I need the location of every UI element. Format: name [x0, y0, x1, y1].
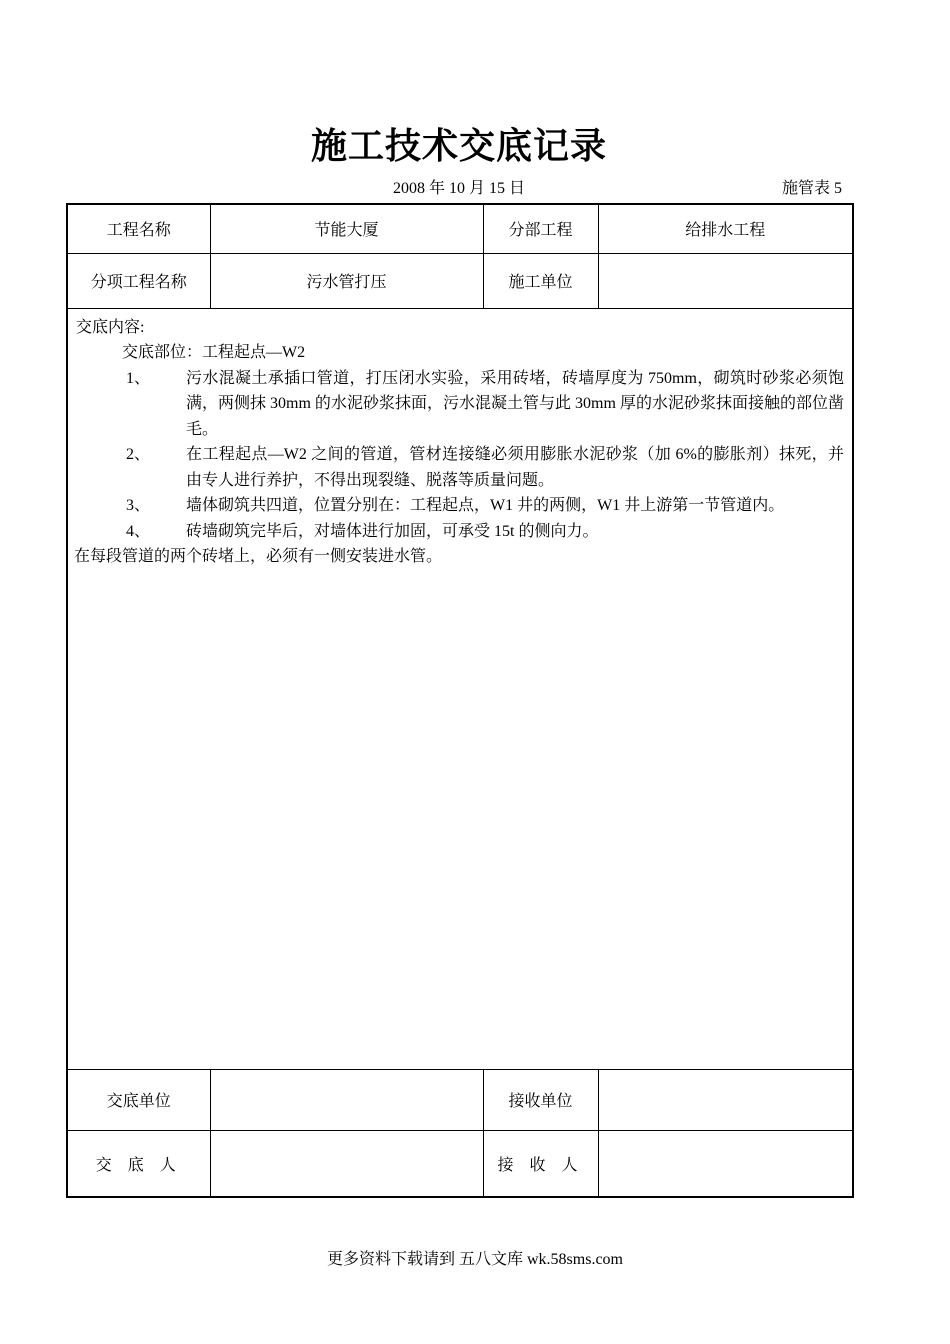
page-title: 施工技术交底记录 — [310, 126, 607, 167]
contractor-label: 施工单位 — [483, 253, 598, 308]
handover-unit-label: 交底单位 — [67, 1069, 210, 1130]
receiver-label: 接 收 人 — [483, 1130, 598, 1197]
form-number: 施管表 5 — [781, 180, 842, 197]
list-item — [76, 442, 844, 493]
receiver-value — [598, 1130, 853, 1197]
item-number: 1、 — [126, 369, 151, 387]
handover-person-label: 交 底 人 — [67, 1130, 210, 1197]
item-text: 墙体砌筑共四道，位置分别在：工程起点，W1 井的两侧，W1 井上游第一节管道内。 — [186, 497, 785, 514]
item-number: 4、 — [126, 522, 151, 540]
list-item — [76, 366, 844, 443]
project-name-label: 工程名称 — [67, 204, 210, 253]
subitem-label: 分项工程名称 — [67, 253, 210, 308]
division-value: 给排水工程 — [598, 204, 853, 253]
subitem-row — [67, 253, 853, 308]
item-text: 砖墙砌筑完毕后，对墙体进行加固，可承受 15t 的侧向力。 — [186, 522, 599, 540]
receiving-unit-label: 接收单位 — [483, 1069, 598, 1130]
content-note: 在每段管道的两个砖堵上，必须有一侧安装进水管。 — [74, 548, 443, 565]
subitem-value: 污水管打压 — [210, 253, 483, 308]
item-text: 污水混凝土承插口管道，打压闭水实验，采用砖堵，砖墙厚度为 750mm，砌筑时砂浆必须饱满，两侧抹 30mm 的水泥砂浆抹面，污水混凝土管与此 30mm 厚的水泥砂浆抹面接触的部位凿毛。 — [186, 369, 845, 438]
division-label: 分部工程 — [483, 204, 598, 253]
handover-location: 交底部位：工程起点—W2 — [122, 344, 306, 361]
item-text: 在工程起点—W2 之间的管道，管材连接缝必须用膨胀水泥砂浆（加 6%的膨胀剂）抹死，并由专人进行养护，不得出现裂缝、脱落等质量问题。 — [186, 446, 845, 489]
record-date: 2008 年 10 月 15 日 — [392, 180, 525, 197]
list-item — [76, 493, 844, 519]
handover-person-value — [210, 1130, 483, 1197]
project-name-value: 节能大厦 — [210, 204, 483, 253]
record-table — [66, 203, 854, 1198]
contractor-value — [598, 253, 853, 308]
item-number: 2、 — [126, 446, 151, 463]
person-row — [67, 1130, 853, 1197]
handover-unit-value — [210, 1069, 483, 1130]
item-number: 3、 — [126, 497, 151, 514]
receiving-unit-value — [598, 1069, 853, 1130]
content-heading: 交底内容: — [76, 318, 145, 336]
unit-row — [67, 1069, 853, 1130]
content-cell — [67, 308, 853, 1069]
project-row — [67, 204, 853, 253]
list-item — [76, 519, 844, 545]
content-row — [67, 308, 853, 1069]
footer-text: 更多资料下载请到 五八文库 wk.58sms.com — [326, 1251, 623, 1268]
